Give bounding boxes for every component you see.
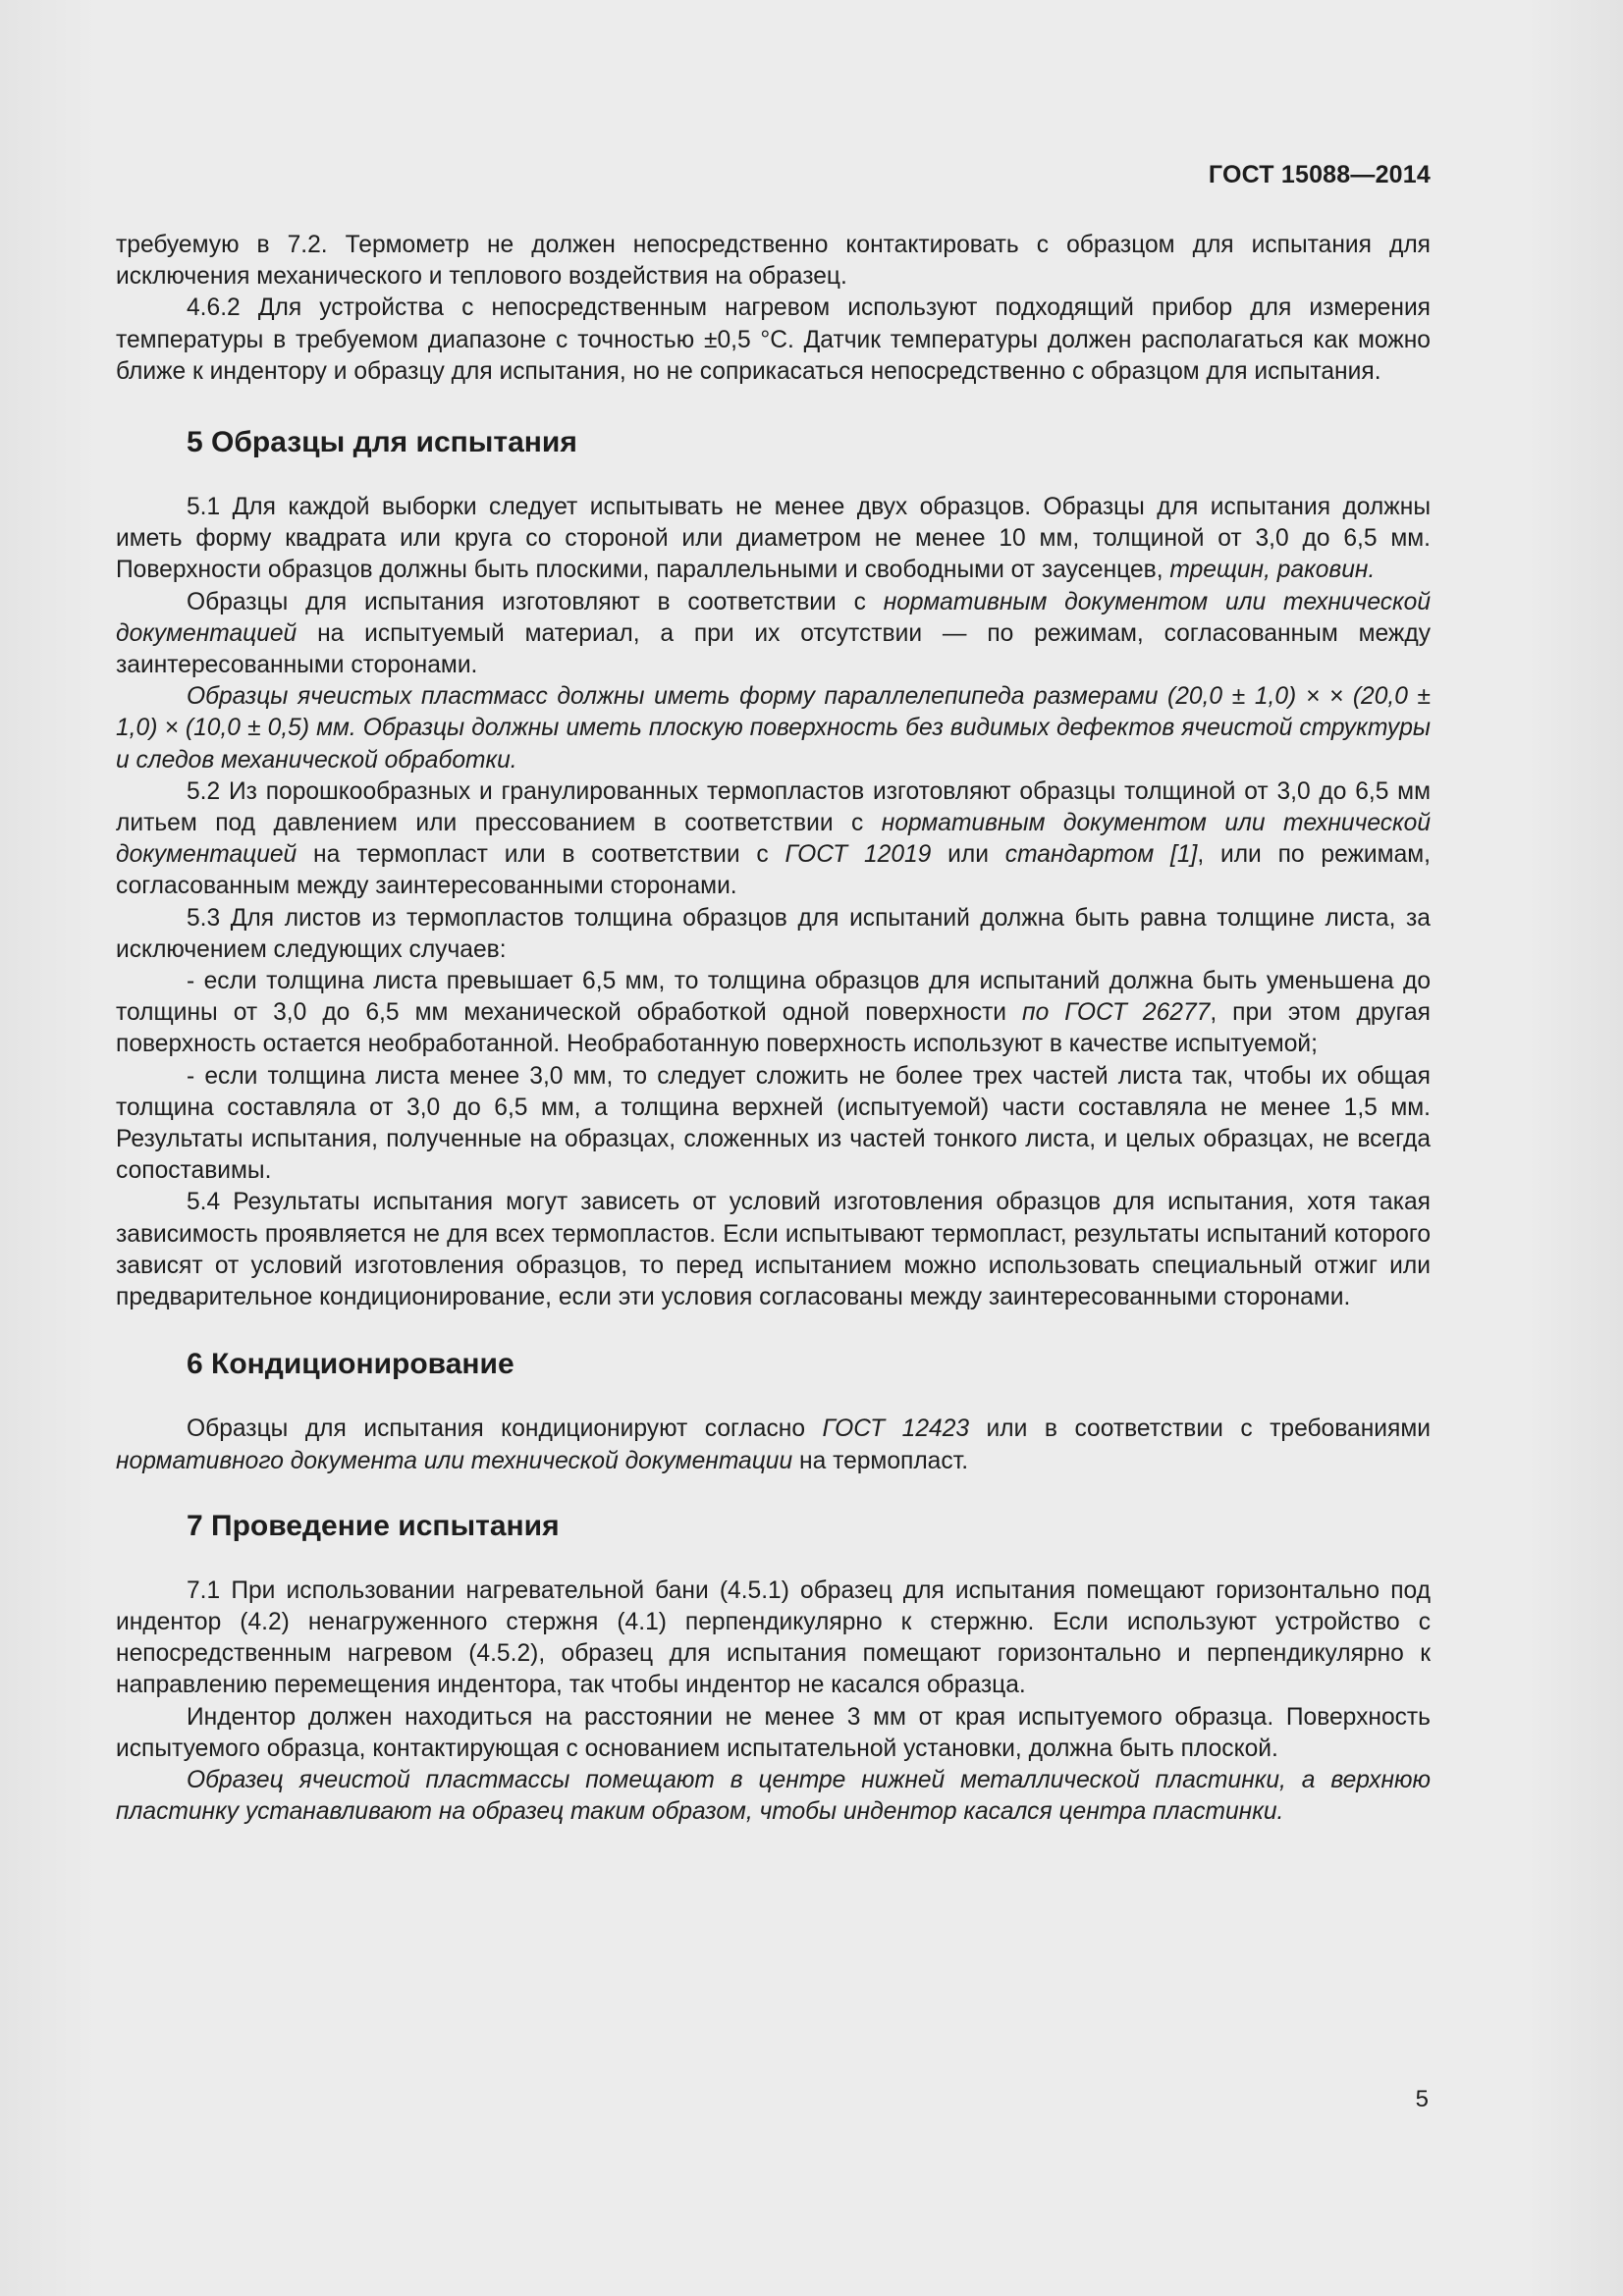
paragraph-5-4: 5.4 Результаты испытания могут зависеть от условий изготовления образцов для испытания, хотя такая зависимость проявляется не для всех термопластов. Если испытывают термопласт, результаты испытаний которого зависят от условий изготовления образцов, то перед испытанием можно использовать специальный отжиг или предварительное кондиционирование, если эти условия согласованы между заинтересованными сторонами. [116,1189,1431,1311]
paragraph-intro-continuation: требуемую в 7.2. Термометр не должен непосредственно контактировать с образцом для испытания для исключения механического и теплового воздействия на образец. [116,232,1431,291]
paragraph-5-1: 5.1 Для каждой выборки следует испытывать не менее двух образцов. Образцы для испытания должны иметь форму квадрата или круга со стороной или диаметром не менее 10 мм, толщиной от 3,0 до 6,5 мм. Поверхности образцов должны быть плоскими, параллельными и свободными от заусенцев, трещин, раковин. [116,494,1431,584]
paragraph-5-1-cellular: Образцы ячеистых пластмасс должны иметь форму параллелепипеда размерами (20,0 ± 1,0) × × (20,0 ± 1,0) × (10,0 ± 0,5) мм. Образцы должны иметь плоскую поверхность без видимых дефектов ячеистой структуры и следов механической обработки. [116,683,1431,774]
paragraph-7-1: 7.1 При использовании нагревательной бани (4.5.1) образец для испытания помещают горизонтально под индентор (4.2) ненагруженного стержня (4.1) перпендикулярно к стержню. Если используют устройство с непосредственным нагревом (4.5.2), образец для испытания помещают горизонтально и перпендикулярно к направлению перемещения индентора, так чтобы индентор не касался образца. [116,1576,1431,1699]
paragraph-7-1-indentor: Индентор должен находиться на расстоянии не менее 3 мм от края испытуемого образца. Поверхность испытуемого образца, контактирующая с основанием испытательной установки, должна быть плоской. [116,1703,1431,1762]
page-number: 5 [1415,2086,1429,2112]
paragraph-4-6-2: 4.6.2 Для устройства с непосредственным нагревом используют подходящий прибор для измерения температуры в требуемом диапазоне с точностью ±0,5 °C. Датчик температуры должен располагаться как можно ближе к индентору и образцу для испытания, но не соприкасаться непосредственно с образцом для испытания. [116,294,1431,385]
paragraph-5-3: 5.3 Для листов из термопластов толщина образцов для испытаний должна быть равна толщине листа, за исключением следующих случаев: [116,904,1431,963]
document-header: ГОСТ 15088—2014 [1208,161,1431,188]
document-body [116,230,1431,1828]
section-5-heading: 5 Образцы для испытания [187,426,577,459]
paragraph-7-1-cellular: Образец ячеистой пластмассы помещают в центре нижней металлической пластинки, а верхнюю пластинку устанавливают на образец таким образом, чтобы индентор касался центра пластинки. [116,1766,1431,1826]
section-6-heading: 6 Кондиционирование [187,1348,514,1381]
paragraph-5-1-specimens: Образцы для испытания изготовляют в соответствии с нормативным документом или технической документацией на испытуемый материал, а при их отсутствии — по режимам, согласованным между заинтересованными сторонами. [116,588,1431,679]
list-item-thin-sheet: - если толщина листа менее 3,0 мм, то следует сложить не более трех частей листа так, чтобы их общая толщина составляла от 3,0 до 6,5 мм, а толщина верхней (испытуемой) части составляла не менее 1,5 мм. Результаты испытания, полученные на образцах, сложенных из частей тонкого листа, и целых образцах, не всегда сопоставимы. [116,1062,1431,1185]
section-7-heading: 7 Проведение испытания [187,1509,560,1542]
paragraph-5-2: 5.2 Из порошкообразных и гранулированных термопластов изготовляют образцы толщиной от 3,0 до 6,5 мм литьем под давлением или прессованием в соответствии с нормативным документом или технической документацией на термопласт или в соответствии с ГОСТ 12019 или стандартом [1], или по режимам, согласованным между заинтересованными сторонами. [116,777,1432,900]
list-item-thick-sheet: - если толщина листа превышает 6,5 мм, то толщина образцов для испытаний должна быть уменьшена до толщины от 3,0 до 6,5 мм механической обработкой одной поверхности по ГОСТ 26277, при этом другая поверхность остается необработанной. Необработанную поверхность используют в качестве испытуемой; [116,968,1431,1058]
paragraph-6: Образцы для испытания кондиционируют согласно ГОСТ 12423 или в соответствии с требованиями нормативного документа или технической документации на термопласт. [116,1415,1431,1474]
